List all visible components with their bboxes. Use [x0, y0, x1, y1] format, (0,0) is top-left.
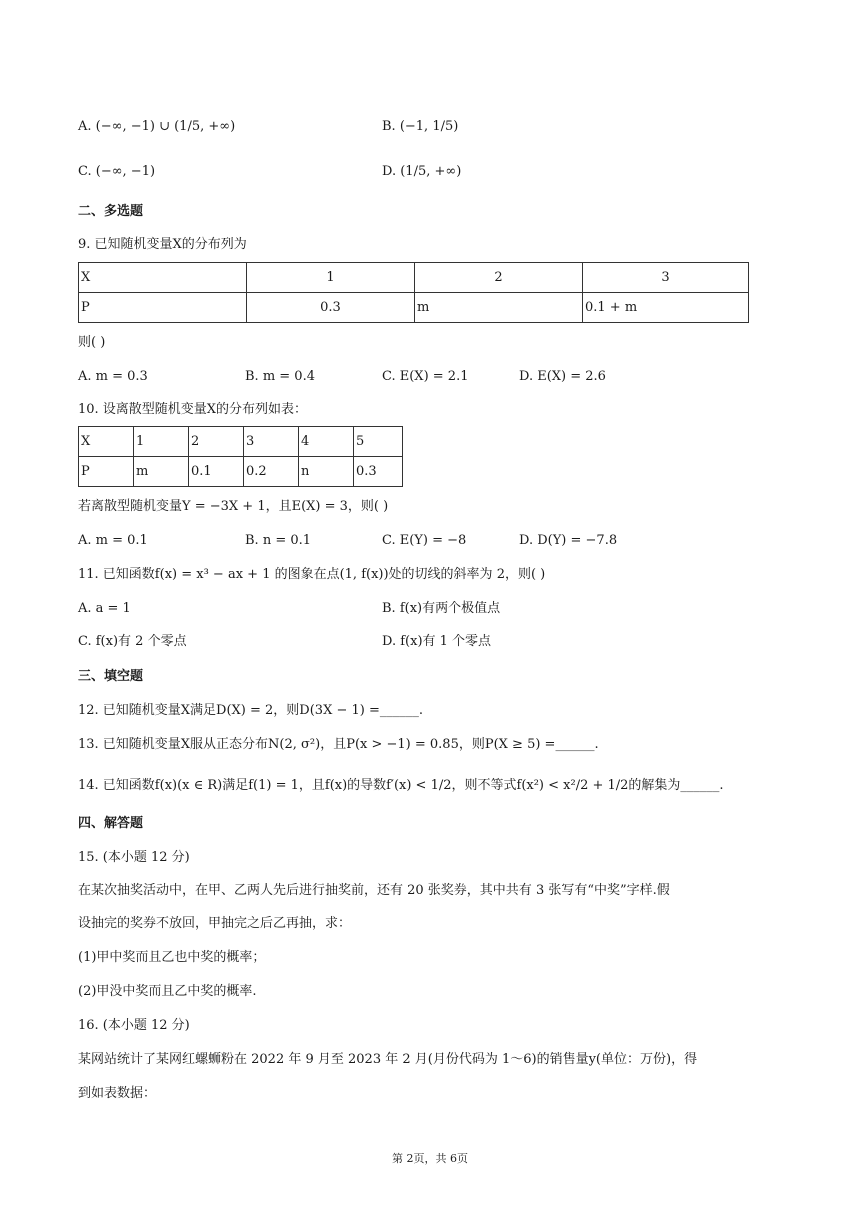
- table-row: [79, 263, 749, 293]
- table-cell: 1: [134, 427, 189, 457]
- q9-distribution-table: [78, 262, 749, 323]
- section-title-solutions: 四、解答题: [78, 816, 144, 831]
- q11-stem: 11. 已知函数f(x) = x³ − ax + 1 的图象在点(1, f(x))处的切线的斜率为 2，则( ): [78, 567, 546, 582]
- table-cell: 2: [189, 427, 244, 457]
- table-row: [79, 457, 403, 487]
- table-cell: 0.3: [247, 293, 415, 323]
- q8-option-a: A. (−∞, −1) ∪ (1/5, +∞): [78, 119, 236, 134]
- q15-line: 在某次抽奖活动中，在甲、乙两人先后进行抽奖前，还有 20 张奖券，其中共有 3 张写有“中奖”字样.假: [78, 883, 670, 898]
- q8-option-c: C. (−∞, −1): [78, 164, 156, 179]
- q10-stem: 10. 设离散型随机变量X的分布列如表：: [78, 402, 308, 417]
- q8-option-d: D. (1/5, +∞): [382, 164, 462, 179]
- q11-option-b: B. f(x)有两个极值点: [382, 601, 501, 616]
- table-cell: n: [299, 457, 354, 487]
- table-cell: X: [79, 263, 247, 293]
- table-cell: 3: [583, 263, 749, 293]
- q11-option-c: C. f(x)有 2 个零点: [78, 634, 187, 649]
- table-cell: 2: [415, 263, 583, 293]
- table-cell: 0.1: [189, 457, 244, 487]
- q9-tail: 则( ): [78, 335, 106, 350]
- q15-part-1: (1)甲中奖而且乙也中奖的概率；: [78, 950, 266, 965]
- q14-text: 14. 已知函数f(x)(x ∈ R)满足f(1) = 1，且f(x)的导数f′(x) < 1/2，则不等式f(x²) < x²/2 + 1/2的解集为______.: [78, 778, 724, 793]
- q10-option-b: B. n = 0.1: [245, 533, 312, 548]
- q15-part-2: (2)甲没中奖而且乙中奖的概率.: [78, 984, 257, 999]
- page-footer: 第 2页，共 6页: [392, 1152, 468, 1165]
- q10-tail: 若离散型随机变量Y = −3X + 1，且E(X) = 3，则( ): [78, 499, 389, 514]
- table-cell: 0.3: [354, 457, 403, 487]
- table-cell: m: [415, 293, 583, 323]
- q9-option-b: B. m = 0.4: [245, 369, 315, 384]
- q12-text: 12. 已知随机变量X满足D(X) = 2，则D(3X − 1) =______.: [78, 703, 423, 718]
- table-cell: m: [134, 457, 189, 487]
- table-cell: 1: [247, 263, 415, 293]
- q8-option-b: B. (−1, 1/5): [382, 119, 459, 134]
- q10-option-a: A. m = 0.1: [78, 533, 148, 548]
- q9-stem: 9. 已知随机变量X的分布列为: [78, 237, 247, 252]
- q10-option-d: D. D(Y) = −7.8: [519, 533, 618, 548]
- section-title-fill-blank: 三、填空题: [78, 669, 144, 684]
- table-cell: P: [79, 293, 247, 323]
- table-cell: 0.1 + m: [583, 293, 749, 323]
- q10-option-c: C. E(Y) = −8: [382, 533, 467, 548]
- table-cell: 5: [354, 427, 403, 457]
- q9-option-a: A. m = 0.3: [78, 369, 148, 384]
- table-row: [79, 427, 403, 457]
- table-row: [79, 293, 749, 323]
- q16-header: 16. (本小题 12 分): [78, 1018, 190, 1033]
- q9-option-d: D. E(X) = 2.6: [519, 369, 606, 384]
- q11-option-a: A. a = 1: [78, 601, 131, 616]
- table-cell: 0.2: [244, 457, 299, 487]
- q15-header: 15. (本小题 12 分): [78, 850, 190, 865]
- section-title-multi-choice: 二、多选题: [78, 204, 144, 219]
- table-cell: X: [79, 427, 134, 457]
- table-cell: 4: [299, 427, 354, 457]
- q16-line: 某网站统计了某网红螺蛳粉在 2022 年 9 月至 2023 年 2 月(月份代码为 1～6)的销售量y(单位：万份)，得: [78, 1052, 698, 1067]
- table-cell: P: [79, 457, 134, 487]
- q15-line: 设抽完的奖券不放回，甲抽完之后乙再抽，求：: [78, 916, 352, 931]
- q11-option-d: D. f(x)有 1 个零点: [382, 634, 492, 649]
- q13-text: 13. 已知随机变量X服从正态分布N(2, σ²)，且P(x > −1) = 0.85，则P(X ≥ 5) =______.: [78, 737, 599, 752]
- q16-line: 到如表数据：: [78, 1086, 157, 1101]
- q9-option-c: C. E(X) = 2.1: [382, 369, 469, 384]
- q10-distribution-table: [78, 426, 403, 487]
- table-cell: 3: [244, 427, 299, 457]
